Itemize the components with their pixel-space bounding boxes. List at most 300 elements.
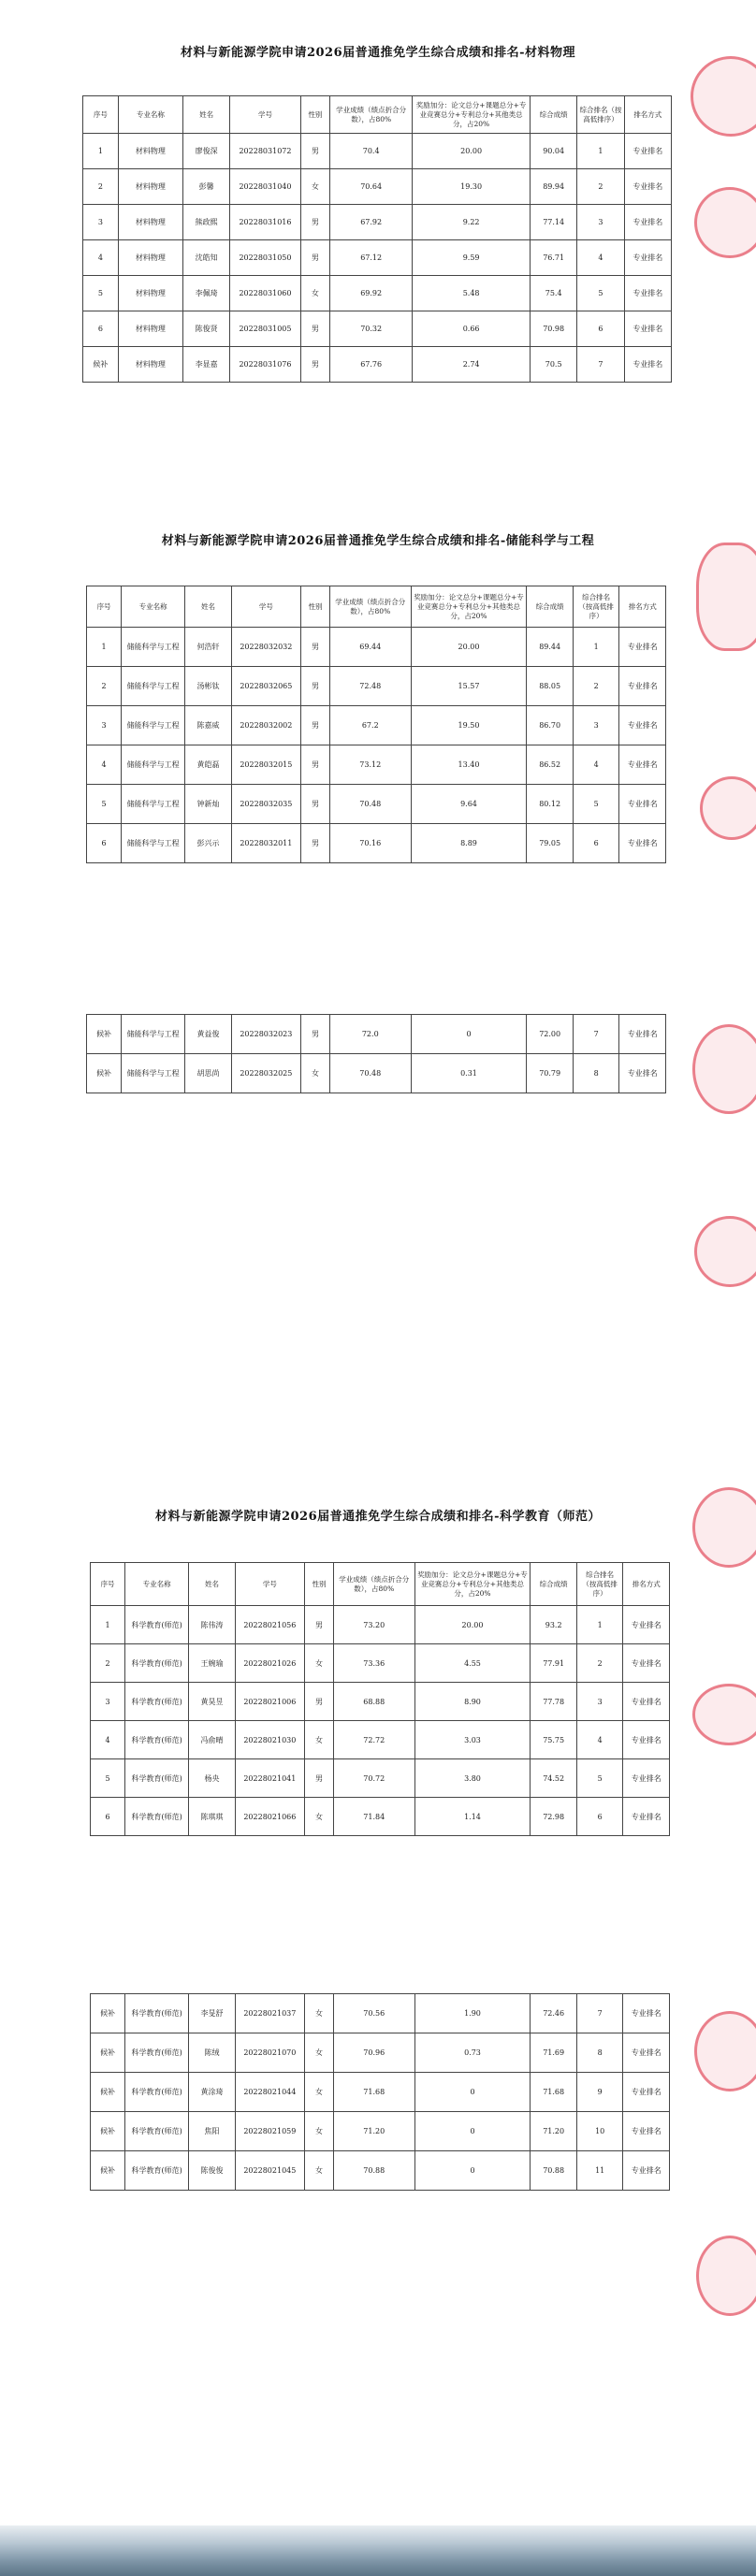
table-cell: 10 (576, 2112, 623, 2151)
table-cell: 71.69 (531, 2033, 577, 2073)
column-header: 序号 (87, 586, 122, 628)
column-header: 专业名称 (125, 1563, 189, 1606)
table-cell: 陈绒 (189, 2033, 236, 2073)
column-header: 排名方式 (619, 586, 666, 628)
table-cell: 李显嘉 (182, 347, 229, 383)
table-cell: 69.92 (330, 276, 413, 311)
column-header: 学号 (231, 586, 300, 628)
table-cell: 专业排名 (619, 785, 666, 824)
column-header: 综合排名（按高低排序） (577, 96, 624, 134)
table-cell: 69.44 (329, 628, 411, 667)
table-row (91, 1644, 670, 1683)
table-cell: 专业排名 (623, 1994, 670, 2033)
table-cell: 储能科学与工程 (122, 824, 185, 863)
table-energy-storage (86, 586, 666, 863)
table-cell: 20228031072 (230, 134, 300, 169)
table-cell: 科学教育(师范) (125, 1721, 189, 1759)
table-cell: 70.79 (527, 1054, 574, 1093)
table-cell: 专业排名 (623, 2073, 670, 2112)
table-cell: 77.78 (531, 1683, 577, 1721)
table-cell: 黄皑磊 (185, 745, 232, 785)
document-page-2 (0, 486, 756, 954)
table-cell: 11 (576, 2151, 623, 2191)
page-title-energy-storage: 材料与新能源学院申请2026届普通推免学生综合成绩和排名-储能科学与工程 (161, 534, 595, 548)
table-cell: 71.68 (333, 2073, 414, 2112)
table-cell: 20228032002 (231, 706, 300, 745)
table-cell: 储能科学与工程 (122, 706, 185, 745)
table-cell: 20228032032 (231, 628, 300, 667)
table-cell: 4 (576, 1721, 623, 1759)
table-row (87, 1054, 666, 1093)
table-cell: 72.0 (329, 1015, 411, 1054)
table-cell: 专业排名 (619, 1015, 666, 1054)
table-cell: 4 (83, 240, 119, 276)
table-cell: 6 (576, 1798, 623, 1836)
table-cell: 彭馨 (182, 169, 229, 205)
table-cell: 20228032065 (231, 667, 300, 706)
table-cell: 男 (300, 785, 329, 824)
column-header: 序号 (83, 96, 119, 134)
table-cell: 专业排名 (623, 2033, 670, 2073)
table-cell: 2 (577, 169, 624, 205)
table-cell: 6 (83, 311, 119, 347)
table-cell: 73.12 (329, 745, 411, 785)
table-cell: 70.96 (333, 2033, 414, 2073)
table-cell: 科学教育(师范) (125, 1683, 189, 1721)
table-cell: 71.20 (333, 2112, 414, 2151)
table-cell: 67.76 (330, 347, 413, 383)
table-cell: 候补 (87, 1015, 122, 1054)
table-cell: 70.5 (531, 347, 577, 383)
table-row (91, 2112, 670, 2151)
table-cell: 陈俊俊 (189, 2151, 236, 2191)
table-cell: 钟新灿 (185, 785, 232, 824)
table-cell: 1 (87, 628, 122, 667)
table-cell: 20228021066 (235, 1798, 304, 1836)
table-row (87, 785, 666, 824)
table-cell: 材料物理 (118, 347, 182, 383)
table-cell: 女 (304, 1798, 333, 1836)
table-cell: 科学教育(师范) (125, 2112, 189, 2151)
table-cell: 20228021026 (235, 1644, 304, 1683)
table-cell: 3 (83, 205, 119, 240)
column-header: 奖励加分：论文总分+课题总分+专业竞赛总分+专利总分+其他类总分，占20% (413, 96, 531, 134)
table-cell: 女 (300, 169, 329, 205)
table-cell: 女 (304, 1721, 333, 1759)
table-cell: 3 (91, 1683, 125, 1721)
table-cell: 71.20 (531, 2112, 577, 2151)
table-cell: 专业排名 (624, 276, 671, 311)
table-cell: 女 (304, 2073, 333, 2112)
table-cell: 9 (576, 2073, 623, 2112)
table-cell: 专业排名 (623, 1759, 670, 1798)
table-cell: 86.70 (527, 706, 574, 745)
table-cell: 焦阳 (189, 2112, 236, 2151)
red-seal-stamp (692, 1024, 756, 1114)
table-row (91, 2151, 670, 2191)
table-cell: 男 (300, 347, 329, 383)
table-cell: 7 (573, 1015, 619, 1054)
column-header: 排名方式 (624, 96, 671, 134)
red-seal-stamp (700, 776, 756, 840)
column-header: 奖励加分：论文总分+课题总分+专业竞赛总分+专利总分+其他类总分，占20% (411, 586, 527, 628)
table-row (87, 745, 666, 785)
table-cell: 男 (300, 1015, 329, 1054)
table-cell: 2 (576, 1644, 623, 1683)
table-cell: 4.55 (414, 1644, 531, 1683)
table-cell: 专业排名 (623, 2151, 670, 2191)
table-cell: 专业排名 (623, 1721, 670, 1759)
table-cell: 陈俊贤 (182, 311, 229, 347)
table-cell: 6 (573, 824, 619, 863)
table-cell: 9.64 (411, 785, 527, 824)
table-cell: 70.56 (333, 1994, 414, 2033)
table-cell: 6 (87, 824, 122, 863)
table-cell: 20228031060 (230, 276, 300, 311)
table-row (87, 628, 666, 667)
table-cell: 72.46 (531, 1994, 577, 2033)
table-cell: 79.05 (527, 824, 574, 863)
table-header-row (87, 586, 666, 628)
table-cell: 20228021030 (235, 1721, 304, 1759)
table-cell: 冯俞晴 (189, 1721, 236, 1759)
table-cell: 72.00 (527, 1015, 574, 1054)
table-header-row (91, 1563, 670, 1606)
table-cell: 男 (300, 745, 329, 785)
table-cell: 专业排名 (619, 1054, 666, 1093)
table-cell: 储能科学与工程 (122, 667, 185, 706)
table-cell: 0.31 (411, 1054, 527, 1093)
table-cell: 彭兴示 (185, 824, 232, 863)
table-cell: 储能科学与工程 (122, 745, 185, 785)
table-row (87, 1015, 666, 1054)
table-science-education (90, 1562, 670, 1836)
table-cell: 5 (87, 785, 122, 824)
table-cell: 6 (91, 1798, 125, 1836)
table-cell: 19.50 (411, 706, 527, 745)
table-cell: 20228021041 (235, 1759, 304, 1798)
column-header: 学业成绩（绩点折合分数），占80% (330, 96, 413, 134)
table-cell: 20228031076 (230, 347, 300, 383)
table-cell: 20228031005 (230, 311, 300, 347)
table-cell: 0.66 (413, 311, 531, 347)
red-seal-stamp (692, 1487, 756, 1568)
table-cell: 89.94 (531, 169, 577, 205)
table-cell: 男 (300, 824, 329, 863)
table-energy-storage-continued (86, 1014, 666, 1093)
column-header: 序号 (91, 1563, 125, 1606)
table-cell: 20228031016 (230, 205, 300, 240)
table-cell: 男 (300, 628, 329, 667)
table-cell: 20228031050 (230, 240, 300, 276)
table-cell: 王婉瑜 (189, 1644, 236, 1683)
table-row (83, 240, 672, 276)
table-cell: 20228021006 (235, 1683, 304, 1721)
table-cell: 73.36 (333, 1644, 414, 1683)
table-row (91, 1798, 670, 1836)
table-cell: 科学教育(师范) (125, 2151, 189, 2191)
table-cell: 专业排名 (619, 745, 666, 785)
table-materials-physics (82, 95, 672, 383)
red-seal-stamp (694, 2011, 756, 2091)
table-cell: 女 (304, 1644, 333, 1683)
table-cell: 男 (300, 205, 329, 240)
table-cell: 93.2 (531, 1606, 577, 1644)
table-cell: 0.73 (414, 2033, 531, 2073)
table-cell: 86.52 (527, 745, 574, 785)
column-header: 性别 (300, 96, 329, 134)
column-header: 学业成绩（绩点折合分数），占80% (333, 1563, 414, 1606)
table-cell: 70.4 (330, 134, 413, 169)
table-cell: 女 (304, 2112, 333, 2151)
footer-campus-photo (0, 2525, 756, 2576)
table-cell: 20228032011 (231, 824, 300, 863)
page-title-science-education: 材料与新能源学院申请2026届普通推免学生综合成绩和排名-科学教育（师范） (154, 1510, 602, 1524)
table-cell: 67.2 (329, 706, 411, 745)
table-cell: 女 (304, 1994, 333, 2033)
table-cell: 3 (576, 1683, 623, 1721)
document-page-1 (0, 0, 756, 477)
table-cell: 20.00 (414, 1606, 531, 1644)
table-cell: 男 (300, 134, 329, 169)
red-seal-stamp (694, 187, 756, 258)
table-cell: 女 (300, 276, 329, 311)
table-cell: 20228032023 (231, 1015, 300, 1054)
table-cell: 候补 (91, 2112, 125, 2151)
table-cell: 储能科学与工程 (122, 785, 185, 824)
table-cell: 男 (304, 1606, 333, 1644)
table-row (91, 1721, 670, 1759)
table-cell: 8.89 (411, 824, 527, 863)
table-cell: 4 (573, 745, 619, 785)
table-cell: 71.84 (333, 1798, 414, 1836)
table-cell: 1.90 (414, 1994, 531, 2033)
table-cell: 1.14 (414, 1798, 531, 1836)
table-cell: 20.00 (411, 628, 527, 667)
table-cell: 女 (300, 1054, 329, 1093)
table-cell: 2 (83, 169, 119, 205)
table-cell: 男 (300, 667, 329, 706)
table-cell: 科学教育(师范) (125, 1759, 189, 1798)
column-header: 综合排名（按高低排序） (576, 1563, 623, 1606)
table-cell: 4 (577, 240, 624, 276)
column-header: 姓名 (189, 1563, 236, 1606)
table-cell: 女 (304, 2033, 333, 2073)
column-header: 学业成绩（绩点折合分数），占80% (329, 586, 411, 628)
red-seal-stamp (696, 2236, 756, 2316)
table-cell: 74.52 (531, 1759, 577, 1798)
table-row (83, 169, 672, 205)
table-cell: 80.12 (527, 785, 574, 824)
table-cell: 2.74 (413, 347, 531, 383)
table-cell: 3 (87, 706, 122, 745)
table-cell: 专业排名 (623, 2112, 670, 2151)
table-cell: 72.72 (333, 1721, 414, 1759)
column-header: 综合成绩 (527, 586, 574, 628)
table-cell: 专业排名 (623, 1683, 670, 1721)
table-row (91, 2073, 670, 2112)
table-cell: 70.32 (330, 311, 413, 347)
column-header: 排名方式 (623, 1563, 670, 1606)
red-seal-stamp (696, 543, 756, 651)
table-cell: 科学教育(师范) (125, 2073, 189, 2112)
table-cell: 67.12 (330, 240, 413, 276)
table-row (83, 134, 672, 169)
table-row (83, 311, 672, 347)
table-cell: 75.4 (531, 276, 577, 311)
table-row (91, 1759, 670, 1798)
table-cell: 汤彬钛 (185, 667, 232, 706)
table-cell: 候补 (91, 2073, 125, 2112)
table-cell: 何浩轩 (185, 628, 232, 667)
table-cell: 4 (91, 1721, 125, 1759)
table-cell: 胡思尚 (185, 1054, 232, 1093)
table-cell: 3.03 (414, 1721, 531, 1759)
table-cell: 专业排名 (623, 1798, 670, 1836)
table-cell: 候补 (91, 2151, 125, 2191)
table-cell: 材料物理 (118, 276, 182, 311)
table-cell: 陈琪琪 (189, 1798, 236, 1836)
table-cell: 男 (300, 240, 329, 276)
table-cell: 候补 (91, 2033, 125, 2073)
table-cell: 候补 (87, 1054, 122, 1093)
page-title-materials-physics: 材料与新能源学院申请2026届普通推免学生综合成绩和排名-材料物理 (180, 46, 576, 60)
table-cell: 专业排名 (619, 706, 666, 745)
table-cell: 0 (414, 2073, 531, 2112)
table-row (87, 706, 666, 745)
table-cell: 7 (576, 1994, 623, 2033)
table-cell: 1 (83, 134, 119, 169)
table-cell: 黄昊昱 (189, 1683, 236, 1721)
table-cell: 4 (87, 745, 122, 785)
table-row (83, 205, 672, 240)
table-cell: 71.68 (531, 2073, 577, 2112)
table-cell: 70.98 (531, 311, 577, 347)
table-row (91, 1683, 670, 1721)
table-cell: 5 (573, 785, 619, 824)
table-cell: 黄涂琦 (189, 2073, 236, 2112)
document-page-5 (0, 1950, 756, 2455)
red-seal-stamp (692, 1684, 756, 1745)
table-cell: 1 (577, 134, 624, 169)
table-cell: 1 (91, 1606, 125, 1644)
table-cell: 76.71 (531, 240, 577, 276)
table-cell: 专业排名 (619, 667, 666, 706)
table-cell: 1 (576, 1606, 623, 1644)
red-seal-stamp (694, 1216, 756, 1287)
table-cell: 陈伟涛 (189, 1606, 236, 1644)
table-cell: 20228032035 (231, 785, 300, 824)
table-cell: 3 (573, 706, 619, 745)
table-cell: 90.04 (531, 134, 577, 169)
table-cell: 77.91 (531, 1644, 577, 1683)
table-cell: 陈嘉威 (185, 706, 232, 745)
table-cell: 专业排名 (624, 311, 671, 347)
table-cell: 8.90 (414, 1683, 531, 1721)
table-cell: 5.48 (413, 276, 531, 311)
table-cell: 3 (577, 205, 624, 240)
table-cell: 9.59 (413, 240, 531, 276)
table-cell: 0 (414, 2112, 531, 2151)
column-header: 学号 (230, 96, 300, 134)
table-cell: 70.72 (333, 1759, 414, 1798)
table-cell: 1 (573, 628, 619, 667)
table-cell: 熊政熙 (182, 205, 229, 240)
table-cell: 0 (414, 2151, 531, 2191)
table-cell: 67.92 (330, 205, 413, 240)
table-cell: 6 (577, 311, 624, 347)
table-cell: 科学教育(师范) (125, 1994, 189, 2033)
table-cell: 材料物理 (118, 205, 182, 240)
table-cell: 专业排名 (619, 628, 666, 667)
column-header: 综合成绩 (531, 1563, 577, 1606)
table-cell: 储能科学与工程 (122, 1054, 185, 1093)
table-row (83, 347, 672, 383)
table-cell: 20228021044 (235, 2073, 304, 2112)
table-cell: 75.75 (531, 1721, 577, 1759)
table-cell: 89.44 (527, 628, 574, 667)
table-cell: 72.48 (329, 667, 411, 706)
table-cell: 沈皓知 (182, 240, 229, 276)
table-cell: 科学教育(师范) (125, 2033, 189, 2073)
table-cell: 李佩琦 (182, 276, 229, 311)
table-cell: 70.16 (329, 824, 411, 863)
table-cell: 7 (577, 347, 624, 383)
table-row (87, 824, 666, 863)
table-cell: 20228032015 (231, 745, 300, 785)
table-cell: 8 (573, 1054, 619, 1093)
table-cell: 科学教育(师范) (125, 1798, 189, 1836)
table-cell: 72.98 (531, 1798, 577, 1836)
table-cell: 男 (300, 311, 329, 347)
table-cell: 黄益俊 (185, 1015, 232, 1054)
table-cell: 20.00 (413, 134, 531, 169)
table-cell: 候补 (91, 1994, 125, 2033)
table-cell: 储能科学与工程 (122, 1015, 185, 1054)
document-page-4 (0, 1454, 756, 1941)
table-cell: 19.30 (413, 169, 531, 205)
table-cell: 专业排名 (623, 1606, 670, 1644)
table-cell: 20228021059 (235, 2112, 304, 2151)
table-cell: 70.88 (531, 2151, 577, 2191)
table-cell: 专业排名 (623, 1644, 670, 1683)
table-cell: 70.88 (333, 2151, 414, 2191)
table-cell: 20228031040 (230, 169, 300, 205)
table-cell: 专业排名 (624, 169, 671, 205)
table-cell: 8 (576, 2033, 623, 2073)
table-cell: 5 (576, 1759, 623, 1798)
table-cell: 2 (573, 667, 619, 706)
column-header: 专业名称 (122, 586, 185, 628)
column-header: 奖励加分：论文总分+课题总分+专业竞赛总分+专利总分+其他类总分，占20% (414, 1563, 531, 1606)
table-row (91, 1994, 670, 2033)
table-row (91, 2033, 670, 2073)
table-cell: 材料物理 (118, 134, 182, 169)
table-cell: 13.40 (411, 745, 527, 785)
table-cell: 材料物理 (118, 240, 182, 276)
table-cell: 2 (87, 667, 122, 706)
table-cell: 9.22 (413, 205, 531, 240)
table-science-education-continued (90, 1993, 670, 2191)
table-cell: 杨央 (189, 1759, 236, 1798)
table-cell: 20228021045 (235, 2151, 304, 2191)
table-cell: 专业排名 (624, 205, 671, 240)
column-header: 学号 (235, 1563, 304, 1606)
table-cell: 70.64 (330, 169, 413, 205)
table-cell: 材料物理 (118, 169, 182, 205)
table-cell: 5 (577, 276, 624, 311)
table-row (91, 1606, 670, 1644)
